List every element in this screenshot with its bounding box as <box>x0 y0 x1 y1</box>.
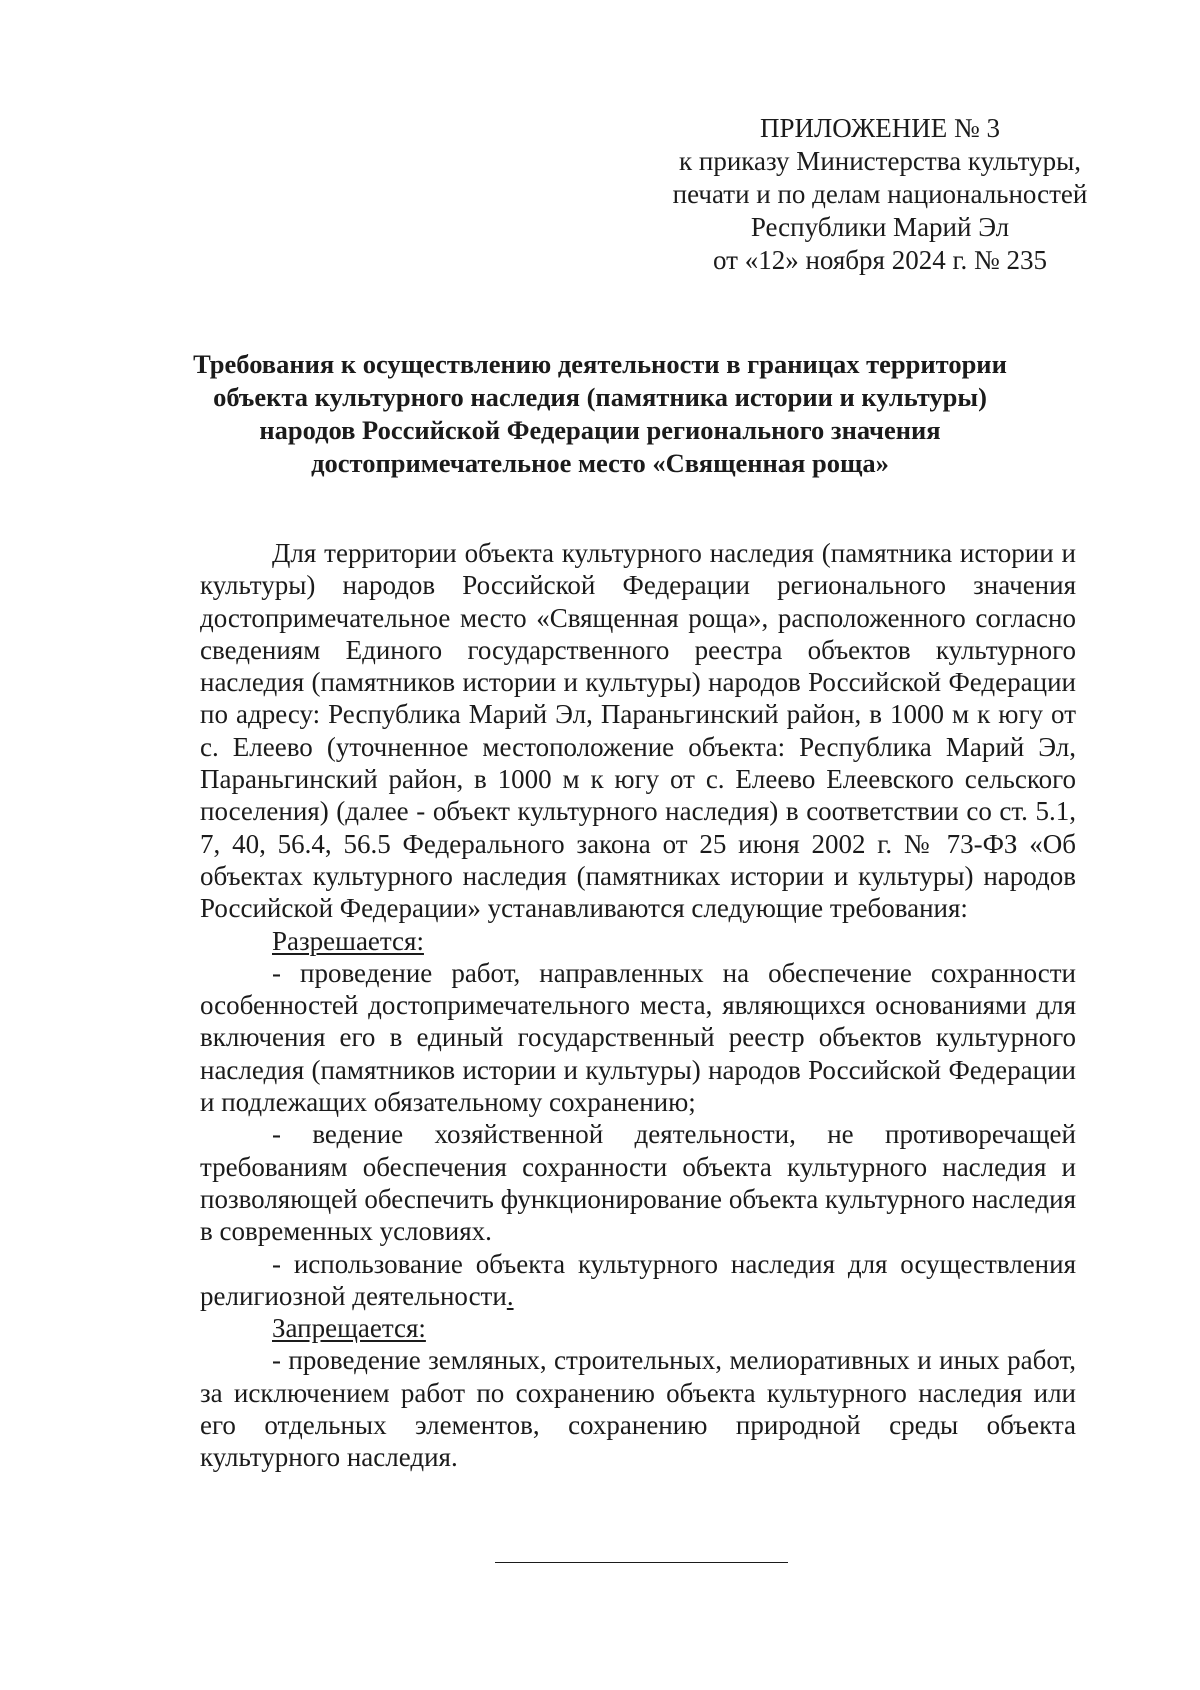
intro-paragraph: Для территории объекта культурного наследия (памятника истории и культуры) народов Российской Федерации регионального значения достопримечательное место «Священная роща», расположенного согласно сведениям Единого государственного реестра объектов культурного наследия (памятников истории и культуры) народов Российской Федерации по адресу: Республика Марий Эл, Параньгинский район, в 1000 м к югу от с. Елеево (уточненное местоположение объекта: Республика Марий Эл, Параньгинский район, в 1000 м к югу от с. Елеево Елеевского сельского поселения) (далее - объект культурного наследия) в соответствии со ст. 5.1, 7, 40, 56.4, 56.5 Федерального закона от 25 июня 2002 г. № 73-ФЗ «Об объектах культурного наследия (памятниках истории и культуры) народов Российской Федерации» устанавливаются следующие требования: <box>200 538 1076 924</box>
document-title <box>160 348 1040 480</box>
title-line: Требования к осуществлению деятельности в границах территории <box>193 349 1007 379</box>
title-line: объекта культурного наследия (памятника истории и культуры) <box>213 382 987 412</box>
appendix-order-ref: к приказу Министерства культуры, <box>679 146 1081 176</box>
allowed-item <box>200 1248 1076 1313</box>
appendix-republic: Республики Марий Эл <box>750 212 1010 242</box>
end-divider-line <box>495 1562 788 1563</box>
document-body <box>200 537 1076 1474</box>
allowed-heading <box>200 925 1076 957</box>
appendix-ministry: печати и по делам национальностей <box>672 179 1088 209</box>
appendix-date-number: от «12» ноября 2024 г. № 235 <box>713 245 1047 275</box>
appendix-number: ПРИЛОЖЕНИЕ № 3 <box>759 113 1001 143</box>
allowed-heading-text: Разрешается: <box>272 925 424 956</box>
forbidden-item: - проведение земляных, строительных, мелиоративных и иных работ, за исключением работ по сохранению объекта культурного наследия или его отдельных элементов, сохранению природной среды объекта культурного наследия. <box>200 1345 1076 1473</box>
appendix-header <box>640 112 1120 277</box>
title-line: достопримечательное место «Священная роща» <box>311 448 889 478</box>
forbidden-heading-text: Запрещается: <box>272 1313 426 1344</box>
title-line: народов Российской Федерации регионального значения <box>259 415 941 445</box>
allowed-item-text: - использование объекта культурного наследия для осуществления религиозной деятельности <box>200 1248 1076 1311</box>
allowed-item: - ведение хозяйственной деятельности, не противоречащей требованиям обеспечения сохранности объекта культурного наследия и позволяющей обеспечить функционирование объекта культурного наследия в современных условиях. <box>200 1119 1076 1247</box>
allowed-item: - проведение работ, направленных на обеспечение сохранности особенностей достопримечательного места, являющихся основаниями для включения его в единый государственный реестр объектов культурного наследия (памятников истории и культуры) народов Российской Федерации и подлежащих обязательному сохранению; <box>200 957 1076 1118</box>
allowed-item-period: . <box>506 1280 514 1311</box>
forbidden-heading <box>200 1312 1076 1344</box>
